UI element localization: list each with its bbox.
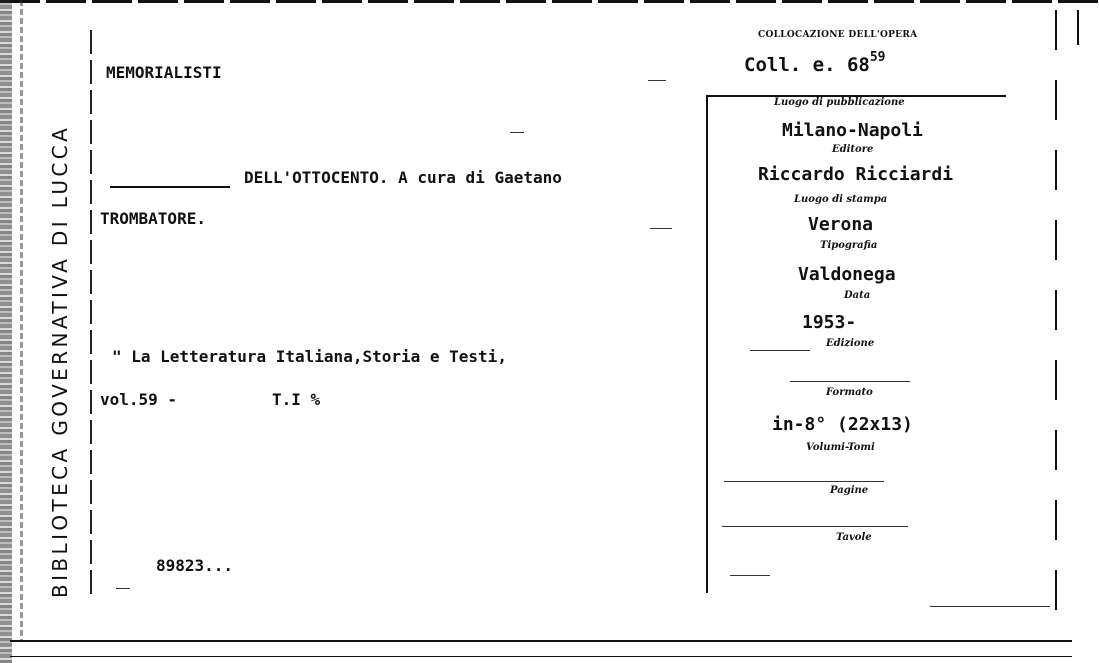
series-line-2: vol.59 -: [100, 390, 178, 409]
formato: in-8° (22x13): [772, 414, 913, 435]
formato-label: Formato: [826, 387, 873, 398]
margin-line: [90, 30, 92, 600]
luogo-stampa: Verona: [808, 214, 874, 235]
inventory-number: 89823...: [156, 556, 234, 575]
tipografia-label: Tipografia: [820, 240, 878, 251]
series-tome: T.I %: [272, 390, 321, 409]
author-blank-line: [110, 186, 230, 188]
data-label: Data: [844, 290, 871, 301]
dash-mark: [648, 80, 666, 81]
dash-mark: [650, 228, 672, 229]
dash-mark: [724, 481, 884, 482]
card-left-perforation: [20, 0, 23, 640]
bottom-rule: [10, 640, 1072, 642]
edizione-label: Edizione: [826, 338, 875, 349]
card-right-edge-mark: [1077, 10, 1079, 45]
top-border: [0, 0, 1099, 3]
tavole-label: Tavole: [836, 532, 872, 543]
dash-mark: [730, 575, 770, 576]
volumi-label: Volumi-Tomi: [806, 442, 875, 453]
bottom-rule-2: [10, 656, 1072, 657]
card-left-edge: [0, 0, 12, 663]
tipografia: Valdonega: [798, 264, 896, 285]
dash-mark: [790, 381, 910, 382]
luogo-pubblicazione-label: Luogo di pubblicazione: [774, 97, 905, 108]
data-value: 1953-: [802, 312, 857, 333]
collocazione-value: Coll. e. $68^{59}$: [744, 50, 886, 76]
dash-mark: [510, 132, 524, 133]
luogo-pubblicazione: Milano-Napoli: [782, 120, 923, 141]
heading: MEMORIALISTI: [106, 63, 222, 82]
library-stamp: BIBLIOTECA GOVERNATIVA DI LUCCA: [48, 124, 72, 598]
dash-mark: [722, 526, 908, 527]
editore: Riccardo Ricciardi: [758, 164, 954, 185]
luogo-stampa-label: Luogo di stampa: [794, 194, 888, 205]
right-panel-divider: [706, 95, 708, 593]
dash-mark: [930, 606, 1050, 607]
collocazione-heading: COLLOCAZIONE DELL'OPERA: [758, 30, 918, 40]
card-right-edge: [1055, 10, 1057, 610]
editore-label: Editore: [832, 144, 874, 155]
series-line-1: " La Letteratura Italiana,Storia e Testi,: [112, 347, 507, 366]
dash-mark: [116, 588, 130, 589]
dash-mark: [750, 350, 810, 351]
title-line-1: DELL'OTTOCENTO. A cura di Gaetano: [244, 168, 562, 187]
pagine-label: Pagine: [830, 485, 869, 496]
title-line-2: TROMBATORE.: [100, 209, 206, 228]
